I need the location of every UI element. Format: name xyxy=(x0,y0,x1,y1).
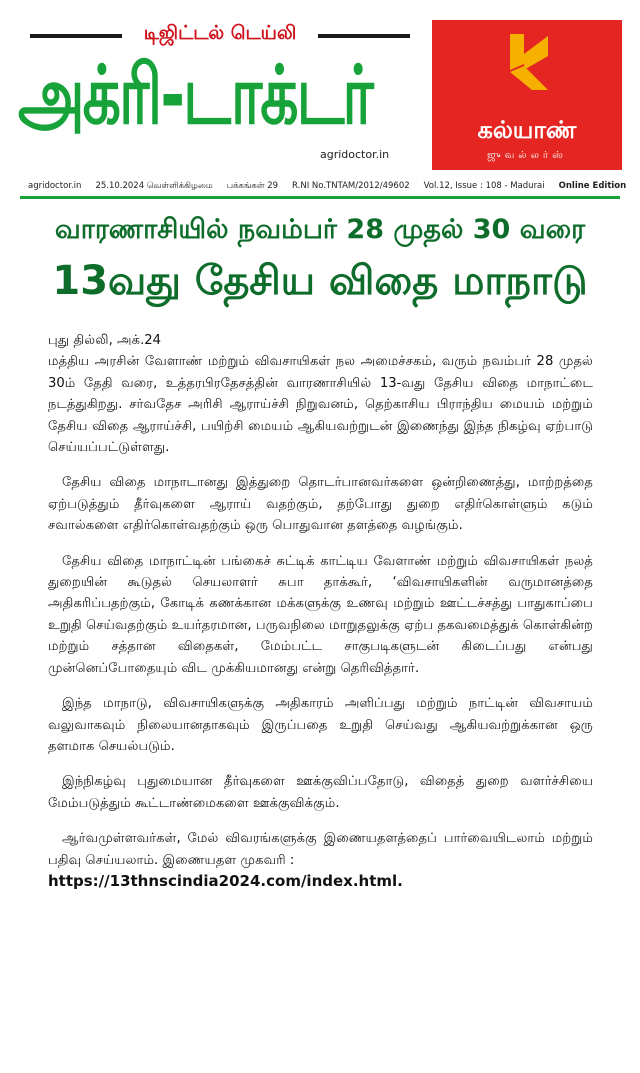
article-paragraph-2: தேசிய விதை மாநாடானது இத்துறை தொடர்பானவர்களை ஒன்றிணைத்து, மாற்றத்தை ஏற்படுத்தும் தீர்வுகளை ஆராய் வதற்கும், தற்போது துறை எதிர்கொள்ளும் கடும் சவால்களை எதிர்கொள்வதற்கும் ஒரு பொதுவான தளத்தை வழங்கும். xyxy=(48,475,593,534)
info-date: 25.10.2024 வெள்ளிக்கிழமை xyxy=(95,180,213,191)
article-paragraph-3: தேசிய விதை மாநாட்டின் பங்கைச் சுட்டிக் காட்டிய வேளாண் மற்றும் விவசாயிகள் நலத் துறையின் கூடுதல் செயலாளர் சுபா தாக்கூர், ‘விவசாயிகளின் வருமானத்தை அதிகரிப்பதற்கும், கோடிக் கணக்கான மக்களுக்கு உணவு மற்றும் ஊட்டச்சத்து பாதுகாப்பை உறுதி செய்வதற்கும் உயர்தரமான, பருவநிலை மாறுதலுக்கு ஏற்ப தகவமைத்துக் கொள்கின்ற மற்றும் சத்தான விதைகள், மேம்பட்ட சாகுபடிகளுடன் கிடைப்பது என்பது முன்னெப்போதையும் விட முக்கியமானது என்று தெரிவித்தார். xyxy=(48,553,593,676)
dateline: புது தில்லி, அக்.24 xyxy=(48,333,162,348)
masthead xyxy=(0,0,640,200)
ad-brand-name: கல்யாண் xyxy=(477,116,577,144)
headline-main: 13வது தேசிய விதை மாநாடு xyxy=(52,258,588,304)
article-paragraph-6: ஆர்வமுள்ளவர்கள், மேல் விவரங்களுக்கு இணையதளத்தைப் பார்வையிடலாம் மற்றும் பதிவு செய்யலாம். இணையதள முகவரி : xyxy=(48,831,593,868)
kalyan-jewellers-ad[interactable] xyxy=(432,20,622,170)
ad-brand-sub: ஜுவல்லர்ஸ் xyxy=(487,150,567,161)
event-website-link[interactable]: https://13thnscindia2024.com/index.html. xyxy=(48,871,403,890)
article-paragraph-5: இந்நிகழ்வு புதுமையான தீர்வுகளை ஊக்குவிப்பதோடு, விதைத் துறை வளர்ச்சியை மேம்படுத்தும் கூட்டாண்மைகளை ஊக்குவிக்கும். xyxy=(48,774,593,811)
info-site[interactable]: agridoctor.in xyxy=(28,181,82,191)
tagline: டிஜிட்டல் டெய்லி xyxy=(143,22,297,44)
kalyan-k-logo-icon xyxy=(502,30,554,94)
info-edition: Online Edition xyxy=(558,181,627,191)
article-paragraph-1: மத்திய அரசின் வேளாண் மற்றும் விவசாயிகள் நல அமைச்சகம், வரும் நவம்பர் 28 முதல் 30ம் தேதி வரை, உத்தரபிரதேசத்தின் வாரணாசியில் 13-வது தேசிய விதை மாநாட்டை நடத்துகிறது. சர்வதேச அரிசி ஆராய்ச்சி நிறுவனம், தெற்காசிய பிராந்திய மையம் மற்றும் தேசிய விதை ஆராய்ச்சி, பயிற்சி மையம் ஆகியவற்றுடன் இணைந்து இந்த நிகழ்வு ஏற்பாடு செய்யப்பட்டுள்ளது. xyxy=(48,354,593,456)
brand-domain[interactable]: agridoctor.in xyxy=(320,148,390,161)
masthead-divider xyxy=(20,196,620,199)
headline-kicker: வாரணாசியில் நவம்பர் 28 முதல் 30 வரை xyxy=(54,214,586,245)
info-volume: Vol.12, Issue : 108 - Madurai xyxy=(423,181,545,191)
info-pages: பக்கங்கள் 29 xyxy=(226,180,279,191)
issue-info-strip xyxy=(28,179,627,193)
article-paragraph-4: இந்த மாநாடு, விவசாயிகளுக்கு அதிகாரம் அளிப்பது மற்றும் நாட்டின் விவசாயம் வலுவாகவும் நிலையானதாகவும் இருப்பதை உறுதி செய்வது ஆகியவற்றுக்கான ஒரு தளமாக செயல்படும். xyxy=(48,696,593,754)
article-body xyxy=(48,330,593,892)
brand-title: அக்ரி-டாக்டர் xyxy=(18,48,372,144)
info-rni: R.NI No.TNTAM/2012/49602 xyxy=(292,181,410,191)
